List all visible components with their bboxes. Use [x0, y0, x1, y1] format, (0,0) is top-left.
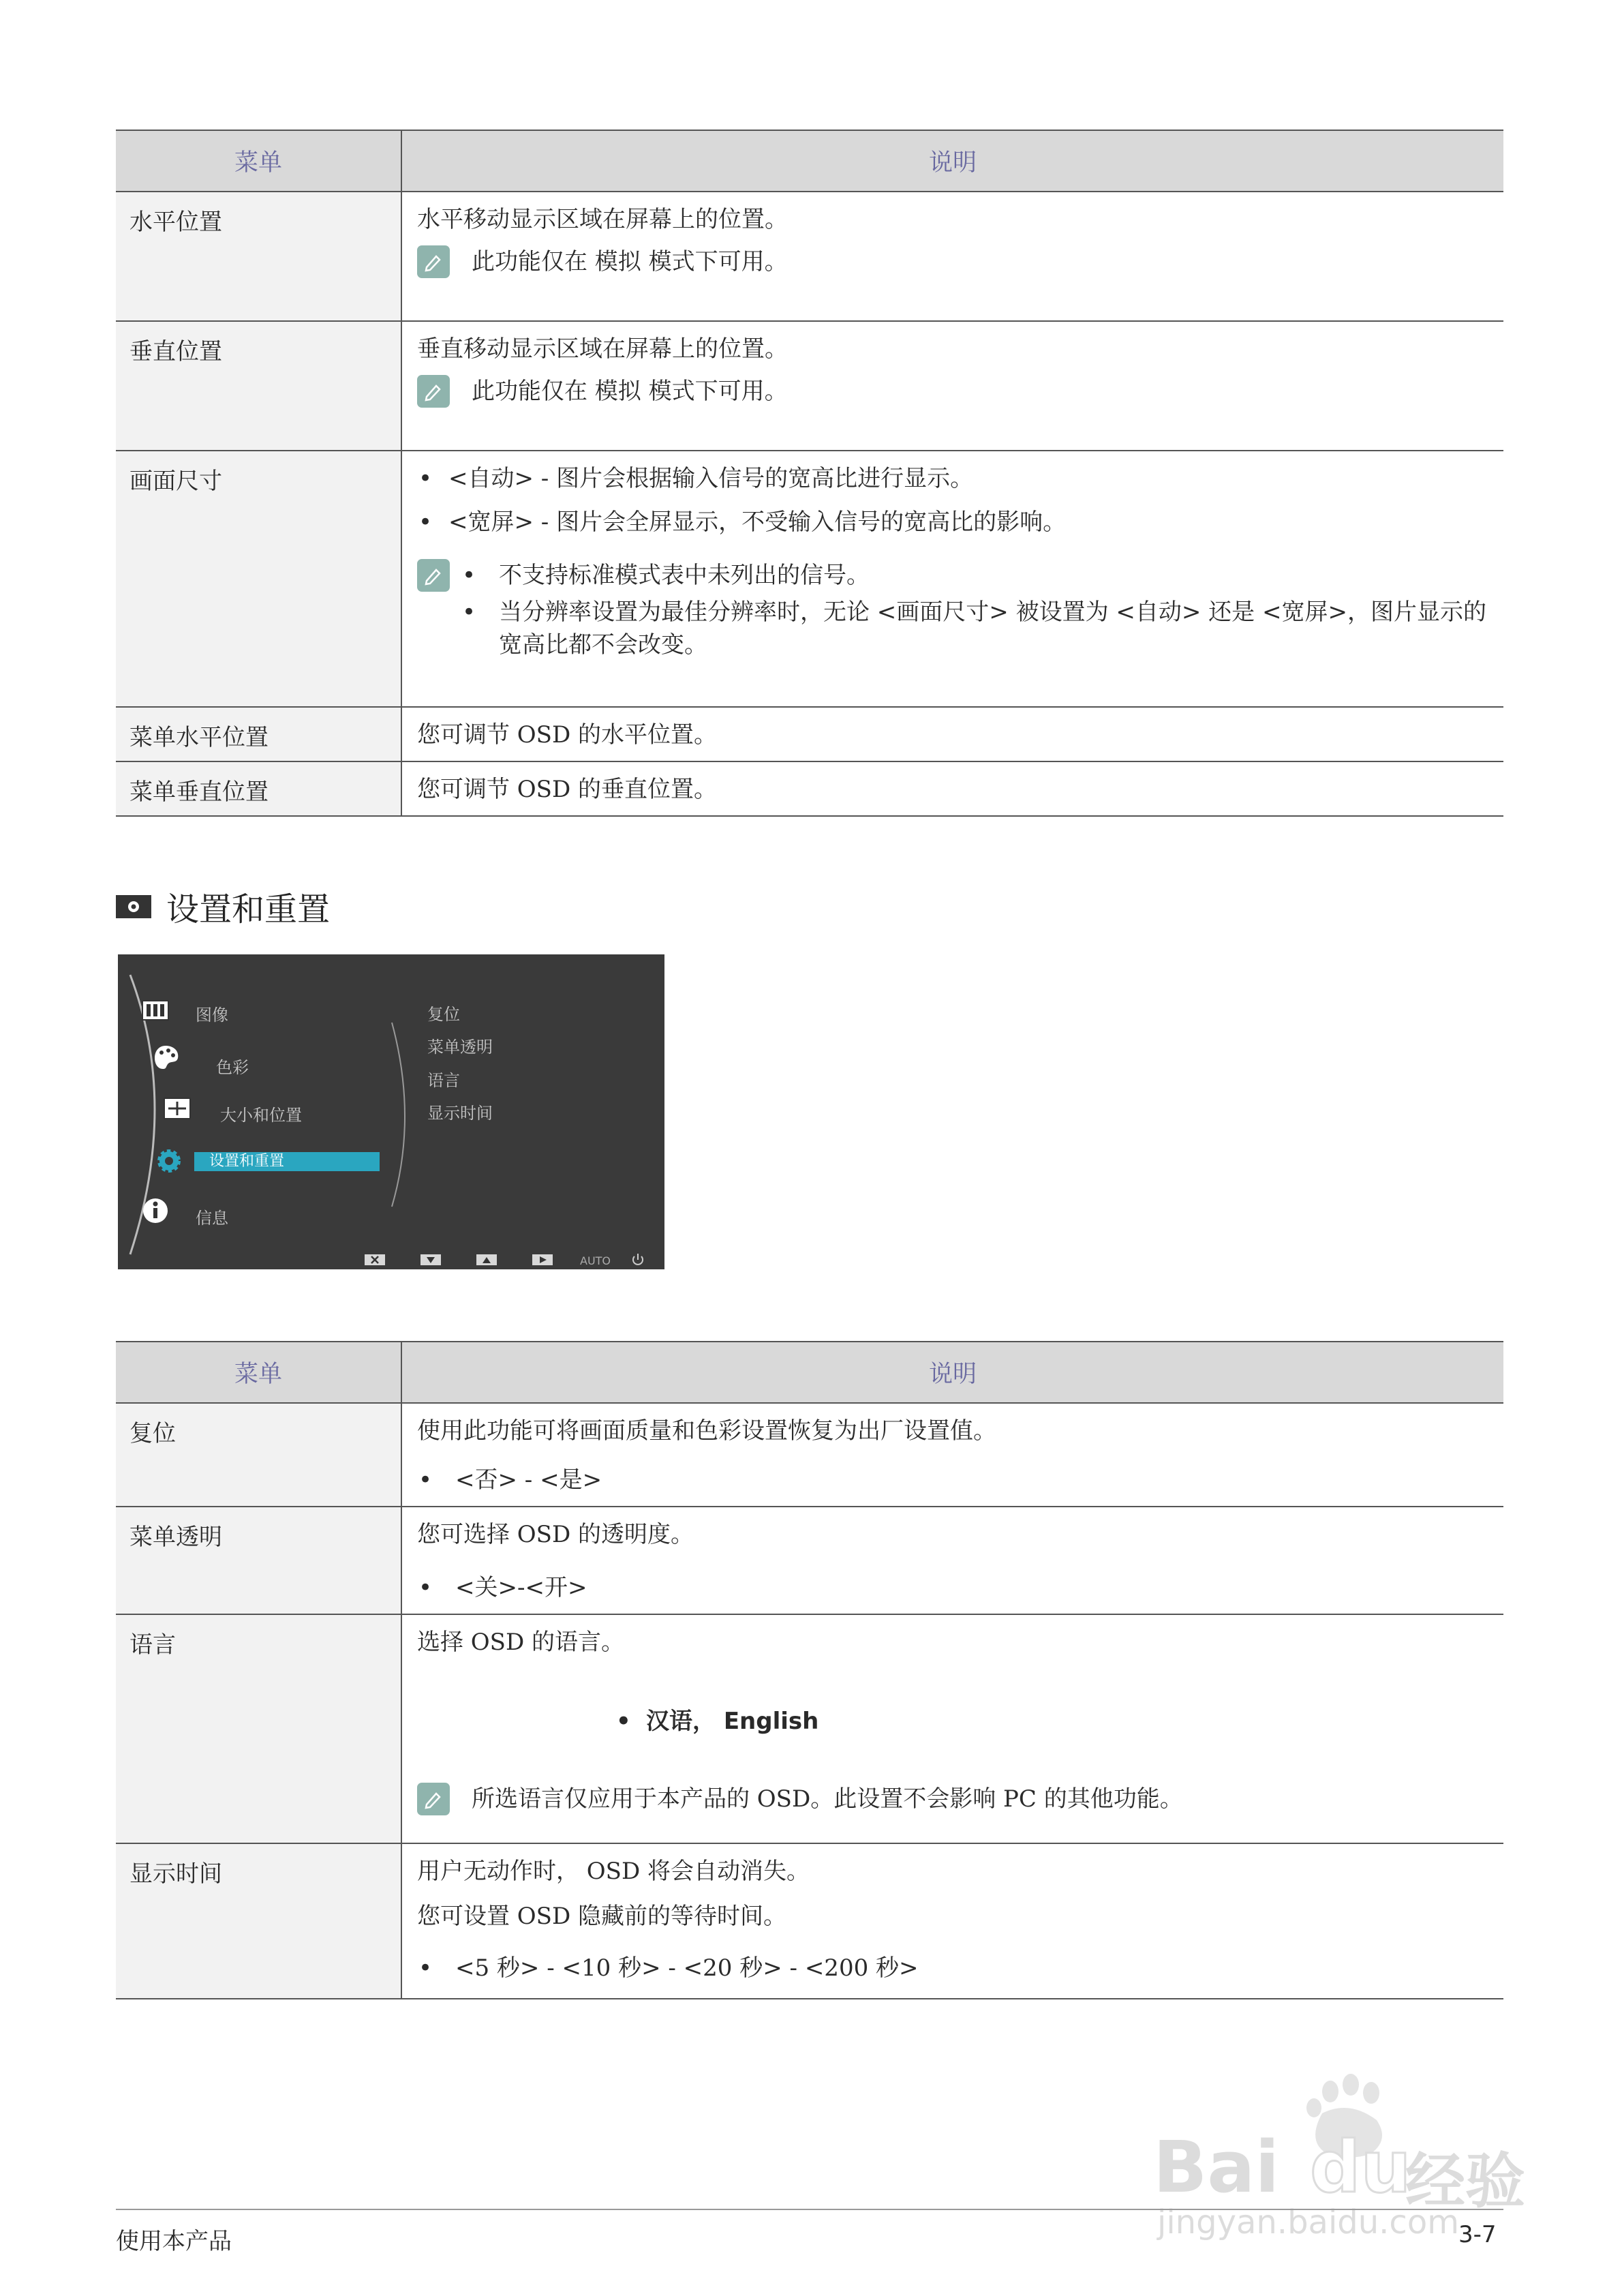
table-row	[116, 192, 1503, 321]
header-menu: 菜单	[116, 1342, 401, 1403]
osd-item-color: 色彩	[216, 1058, 249, 1077]
row-name: 菜单透明	[116, 1507, 401, 1614]
desc-text: 使用此功能可将画面质量和色彩设置恢复为出厂设置值。	[417, 1417, 996, 1445]
desc-text: 水平移动显示区域在屏幕上的位置。	[417, 206, 788, 233]
table-row	[116, 1403, 1503, 1507]
osd-down-button	[420, 1254, 441, 1265]
picture-icon	[141, 995, 170, 1024]
osd-sub-display-time: 显示时间	[427, 1104, 493, 1123]
table-row	[116, 1614, 1503, 1843]
note-list	[458, 559, 1503, 661]
table-row	[116, 761, 1503, 816]
desc-text: 用户无动作时， OSD 将会自动消失。	[417, 1858, 810, 1885]
info-icon	[141, 1196, 170, 1225]
table-setup-reset	[116, 1341, 1503, 1999]
osd-item-info: 信息	[196, 1209, 228, 1228]
note	[417, 245, 1503, 278]
row-desc	[401, 321, 1503, 451]
desc-text: 您可调节 OSD 的垂直位置。	[417, 776, 718, 803]
size-position-icon	[163, 1094, 192, 1123]
osd-item-size-position: 大小和位置	[220, 1106, 302, 1125]
desc-text: 选择 OSD 的语言。	[417, 1629, 625, 1656]
osd-sub-language: 语言	[427, 1071, 460, 1090]
note-pencil-icon	[417, 1783, 450, 1815]
baidu-watermark	[1152, 2072, 1527, 2241]
note-text: 此功能仅在 模拟 模式下可用。	[472, 378, 788, 405]
row-desc	[401, 761, 1503, 816]
osd-auto-label: AUTO	[580, 1254, 611, 1267]
note-text: 所选语言仅应用于本产品的 OSD。此设置不会影响 PC 的其他功能。	[472, 1785, 1183, 1813]
desc-text-2: 您可设置 OSD 隐藏前的等待时间。	[417, 1903, 787, 1930]
header-desc: 说明	[401, 1342, 1503, 1403]
note-bullet: • 当分辨率设置为最佳分辨率时，无论 <画面尺寸> 被设置为 <自动> 还是 <宽屏>，图片显示的宽高比都不会改变。	[458, 596, 1503, 661]
note	[417, 1783, 1503, 1815]
page-number: 3-7	[1458, 2221, 1497, 2248]
row-desc	[401, 1614, 1503, 1843]
table-picture-settings	[116, 130, 1503, 817]
note-bullet: • 不支持标准模式表中未列出的信号。	[458, 559, 1503, 592]
gear-icon	[155, 1147, 183, 1175]
row-name: 垂直位置	[116, 321, 401, 451]
row-desc	[401, 1843, 1503, 1999]
bullet: • <否> - <是>	[417, 1464, 1503, 1496]
desc-text: 您可调节 OSD 的水平位置。	[417, 721, 718, 749]
osd-menu-image	[118, 954, 664, 1269]
note	[417, 375, 1503, 408]
note-pencil-icon	[417, 245, 450, 278]
footer-rule	[116, 2209, 1503, 2210]
desc-text: 垂直移动显示区域在屏幕上的位置。	[417, 335, 788, 363]
row-name: 水平位置	[116, 192, 401, 321]
footer-left: 使用本产品	[116, 2228, 232, 2255]
row-name: 画面尺寸	[116, 451, 401, 707]
watermark-cn: 经验	[1405, 2146, 1526, 2216]
section-title: 设置和重置	[166, 890, 331, 928]
table-header	[116, 130, 1503, 192]
power-icon	[630, 1252, 645, 1267]
watermark-brand2: du	[1310, 2126, 1411, 2209]
osd-enter-button	[532, 1254, 553, 1265]
row-desc	[401, 451, 1503, 707]
row-name: 菜单垂直位置	[116, 761, 401, 816]
note-pencil-icon	[417, 375, 450, 408]
osd-sub-menu-transparency: 菜单透明	[427, 1038, 493, 1057]
row-name: 菜单水平位置	[116, 707, 401, 761]
row-desc	[401, 1507, 1503, 1614]
row-desc	[401, 192, 1503, 321]
bullet: • <关>-<开>	[417, 1571, 1503, 1604]
table-row	[116, 1507, 1503, 1614]
row-name: 语言	[116, 1614, 401, 1843]
table-header	[116, 1342, 1503, 1403]
bullet: • <宽屏> - 图片会全屏显示，不受输入信号的宽高比的影响。	[417, 506, 1503, 539]
table-row	[116, 707, 1503, 761]
bullet: • <自动> - 图片会根据输入信号的宽高比进行显示。	[417, 462, 1503, 495]
osd-item-picture: 图像	[196, 1006, 228, 1025]
section-heading	[116, 883, 330, 930]
osd-sub-reset: 复位	[427, 1005, 460, 1024]
osd-item-setup-reset-selected: 设置和重置	[194, 1152, 380, 1171]
header-menu: 菜单	[116, 130, 401, 192]
watermark-brand: Bai	[1153, 2126, 1280, 2209]
table-row	[116, 1843, 1503, 1999]
settings-gear-icon	[116, 895, 151, 918]
watermark-url: jingyan.baidu.com	[1157, 2203, 1459, 2241]
row-desc	[401, 707, 1503, 761]
note	[417, 559, 1503, 661]
note-text: 此功能仅在 模拟 模式下可用。	[472, 248, 788, 275]
row-name: 显示时间	[116, 1843, 401, 1999]
osd-close-button	[365, 1254, 385, 1265]
note-pencil-icon	[417, 559, 450, 592]
bullet-languages: • 汉语， English	[615, 1705, 1503, 1738]
table-row	[116, 321, 1503, 451]
palette-icon	[152, 1043, 181, 1072]
bullet: • <5 秒> - <10 秒> - <20 秒> - <200 秒>	[417, 1952, 1503, 1984]
table-row	[116, 451, 1503, 707]
desc-text: 您可选择 OSD 的透明度。	[417, 1521, 694, 1548]
row-name: 复位	[116, 1403, 401, 1507]
header-desc: 说明	[401, 130, 1503, 192]
row-desc	[401, 1403, 1503, 1507]
osd-up-button	[476, 1254, 497, 1265]
